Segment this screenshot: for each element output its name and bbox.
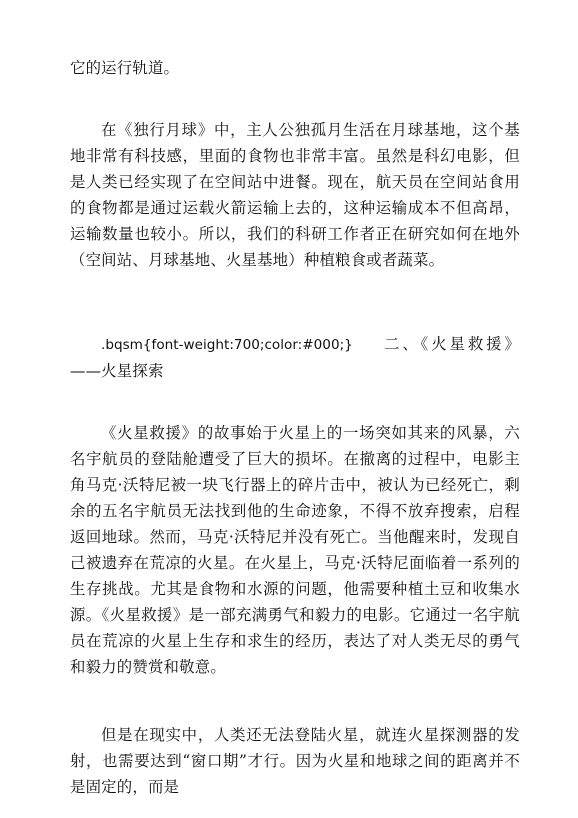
css-leak-text: .bqsm{font-weight:700;color:#000;} (101, 337, 353, 353)
paragraph-continuation: 它的运行轨道。 (70, 59, 180, 77)
section-heading: 二、《火星救援》——火星探索 (70, 335, 520, 380)
section-heading-line (70, 331, 520, 384)
paragraph-mars-window: 但是在现实中，人类还无法登陆火星，就连火星探测器的发射，也需要达到“窗口期”才行。因为火星和地球之间的距离并不是固定的，而是 (70, 726, 520, 796)
paragraph-lunar-food: 在《独行月球》中，主人公独孤月生活在月球基地，这个基地非常有科技感，里面的食物也非常丰富。虽然是科幻电影，但是人类已经实现了在空间站中进餐。现在，航天员在空间站食用的食物都是通过运载火箭运输上去的，这种运输成本不但高昂，运输数量也较小。所以，我们的科研工作者正在研究如何在地外（空间站、月球基地、火星基地）种植粮食或者蔬菜。 (70, 121, 520, 269)
paragraph-martian-story: 《火星救援》的故事始于火星上的一场突如其来的风暴，六名宇航员的登陆舱遭受了巨大的损坏。在撤离的过程中，电影主角马克·沃特尼被一块飞行器上的碎片击中，被认为已经死亡，剩余的五名宇航员无法找到他的生命迹象，不得不放弃搜索，启程返回地球。然而，马克·沃特尼并没有死亡。当他醒来时，发现自己被遗弃在荒凉的火星。在火星上，马克·沃特尼面临着一系列的生存挑战。尤其是食物和水源的问题，他需要种植土豆和收集水源。《火星救援》是一部充满勇气和毅力的电影。它通过一名宇航员在荒凉的火星上生存和求生的经历，表达了对人类无尽的勇气和毅力的赞赏和敬意。 (70, 424, 520, 676)
